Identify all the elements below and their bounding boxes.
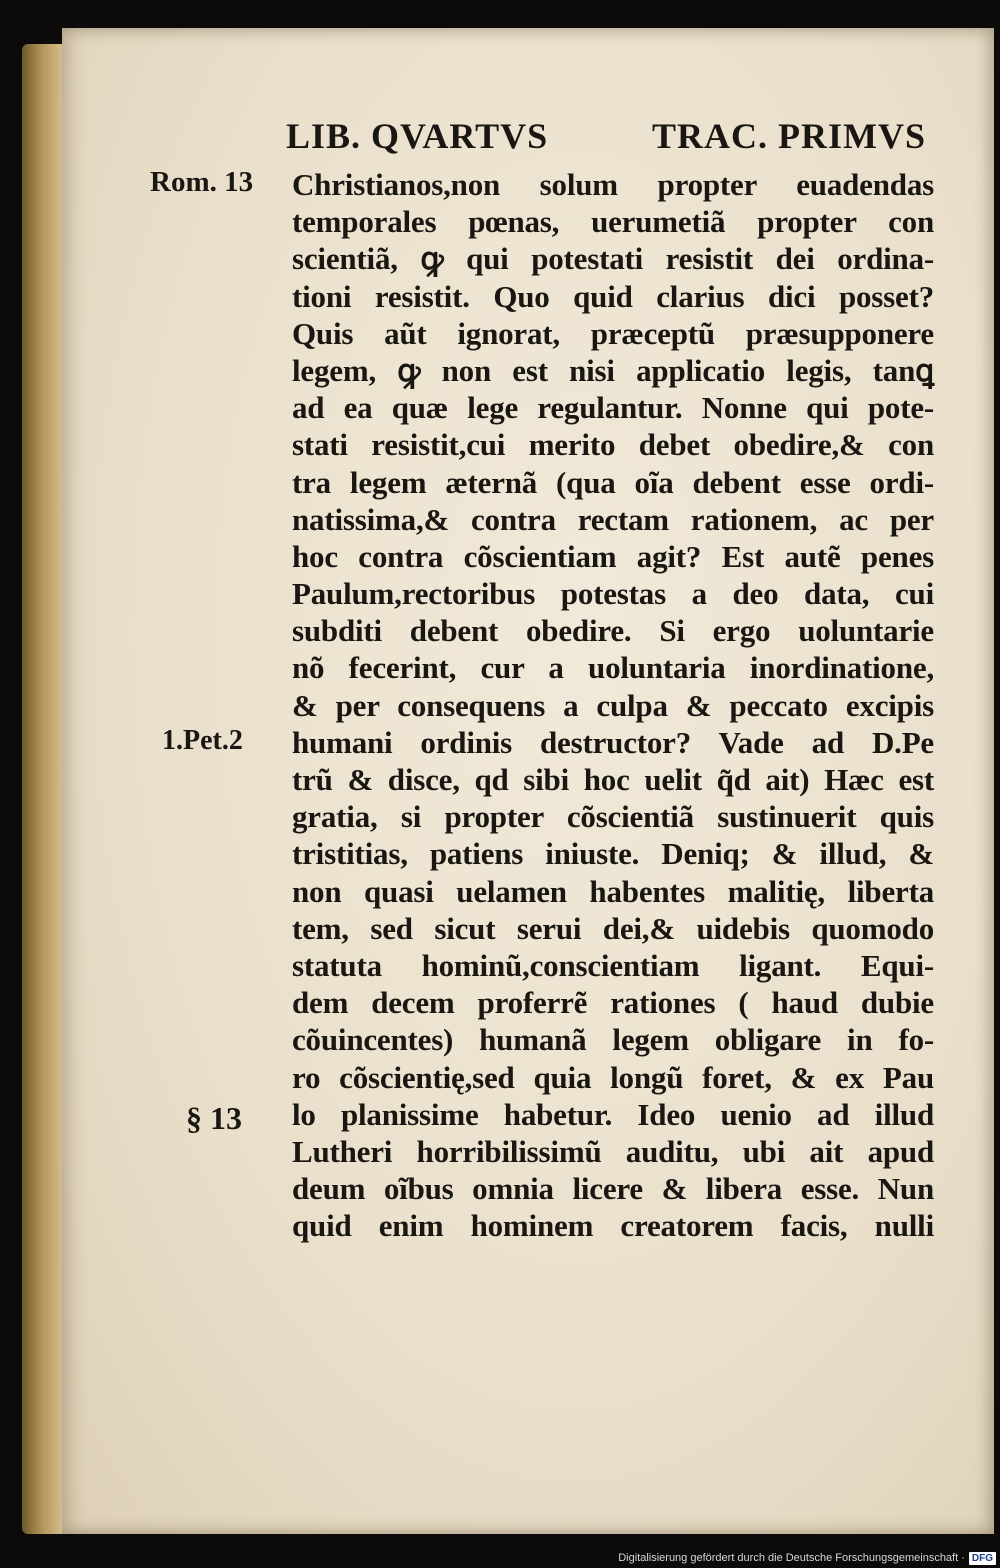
text-line: dem decem proferrẽ rationes ( haud dubie (292, 985, 934, 1021)
margin-note-section: § 13 (186, 1100, 242, 1136)
credit-text: Digitalisierung gefördert durch die Deutsche Forschungsgemeinschaft · (618, 1552, 965, 1564)
text-line: quid enim hominem creatorem facis, nulli (292, 1208, 934, 1244)
margin-note-pet: 1.Pet.2 (162, 725, 243, 756)
text-line: statuta hominũ,conscientiam ligant. Equi- (292, 947, 934, 983)
text-line: tem, sed sicut serui dei,& uidebis quomodo (292, 910, 934, 946)
text-line: Quis aũt ignorat, præceptũ præsupponere (292, 315, 934, 351)
dfg-logo: DFG (969, 1552, 996, 1565)
text-line: tra legem æternã (qua oĩa debent esse ordi- (292, 464, 934, 500)
text-line: nõ fecerint, cur a uoluntaria inordinatione, (292, 650, 934, 686)
text-line: tioni resistit. Quo quid clarius dici posset? (292, 278, 934, 314)
text-line: subditi debent obedire. Si ergo uoluntarie (292, 613, 934, 649)
text-line: hoc contra cõscientiam agit? Est autẽ penes (292, 538, 934, 574)
text-line: ro cõscientię,sed quia longũ foret, & ex Pau (292, 1059, 934, 1095)
text-line: stati resistit,cui merito debet obedire,& con (292, 427, 934, 463)
text-line: humani ordinis destructor? Vade ad D.Pe (292, 724, 934, 760)
text-line: scientiã, ꝙ qui potestati resistit dei ordina- (292, 241, 934, 277)
margin-note-rom: Rom. 13 (150, 166, 254, 198)
text-line: gratia, si propter cõscientiã sustinuerit quis (292, 799, 934, 835)
header-book-label: LIB. QVARTVS (286, 116, 549, 156)
text-line: legem, ꝙ non est nisi applicatio legis, tanꝗ (292, 352, 934, 388)
text-line: ad ea quæ lege regulantur. Nonne qui pote- (292, 390, 934, 426)
text-line: Paulum,rectoribus potestas a deo data, cui (292, 576, 934, 612)
text-line: cõuincentes) humanã legem obligare in fo- (292, 1022, 934, 1058)
running-header (286, 113, 926, 159)
text-line: lo planissime habetur. Ideo uenio ad illud (292, 1096, 934, 1132)
text-line: & per consequens a culpa & peccato excipis (292, 687, 934, 723)
body-text (292, 166, 934, 1244)
text-line: temporales pœnas, uerumetiã propter con (292, 204, 934, 240)
text-line: natissima,& contra rectam rationem, ac per (292, 501, 934, 537)
text-line: non quasi uelamen habentes malitię, liberta (292, 873, 934, 909)
digitization-credit (618, 1550, 996, 1566)
text-line: Lutheri horribilissimũ auditu, ubi ait apud (292, 1133, 934, 1169)
text-line: trũ & disce, qd sibi hoc uelit q̃d ait) Hæc est (292, 762, 934, 797)
header-tract-label: TRAC. PRIMVS (651, 116, 926, 156)
text-line: deum oĩbus omnia licere & libera esse. Nun (292, 1171, 934, 1207)
text-line: tristitias, patiens iniuste. Deniq; & illud, & (292, 836, 934, 872)
text-line: Christianos,non solum propter euadendas (292, 167, 934, 202)
